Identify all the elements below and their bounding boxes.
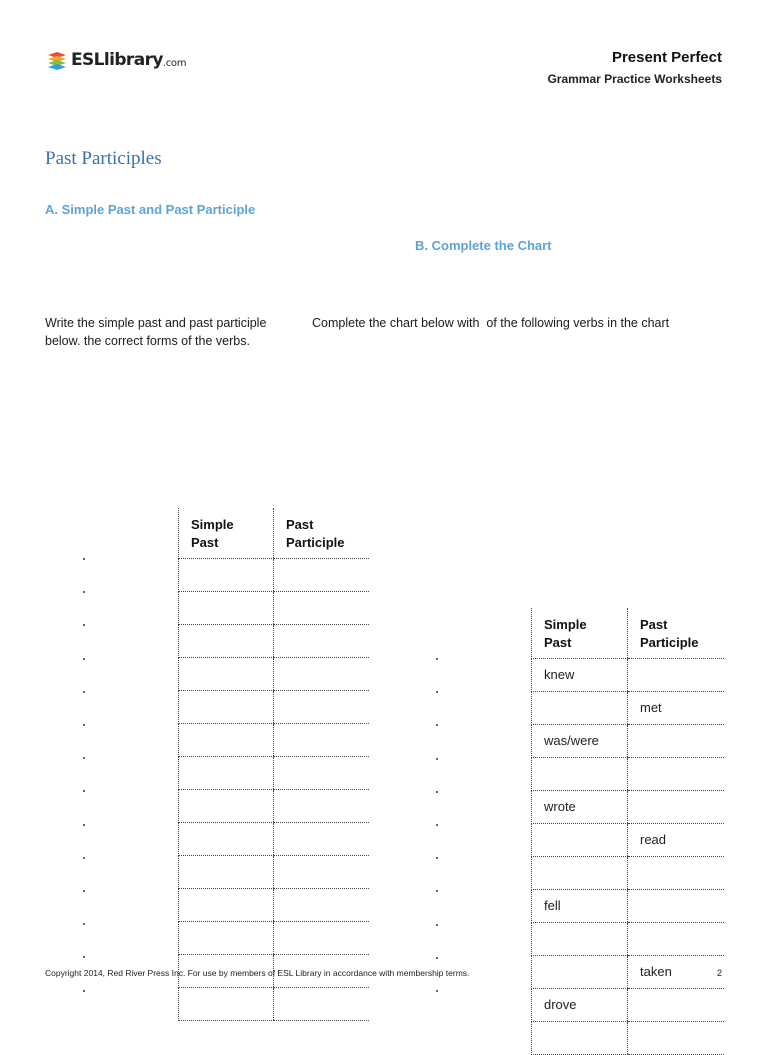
table-b-cell-simple-past[interactable]: fell <box>532 890 628 923</box>
row-bullet-dot <box>436 758 438 760</box>
table-b-cell-simple-past[interactable]: was/were <box>532 725 628 758</box>
table-b-cell-simple-past[interactable] <box>532 692 628 725</box>
row-bullet-dot <box>83 923 85 925</box>
row-bullet-dot <box>83 790 85 792</box>
table-a-row <box>179 691 369 724</box>
table-a-header-row <box>179 508 369 559</box>
table-a <box>178 508 369 1021</box>
table-a-row <box>179 592 369 625</box>
table-b-row <box>532 824 724 857</box>
section-b-instructions: Complete the chart below with of the following verbs in the chart <box>312 316 670 330</box>
table-a-row <box>179 625 369 658</box>
section-a-instructions: Write the simple past and past participle below. the correct forms of the verbs. <box>45 316 267 348</box>
table-b-cell-simple-past[interactable] <box>532 824 628 857</box>
row-bullet-dot <box>436 824 438 826</box>
table-a-cell-past-participle[interactable] <box>274 823 369 856</box>
row-bullet-dot <box>83 591 85 593</box>
table-b-cell-simple-past[interactable] <box>532 857 628 890</box>
table-a-row <box>179 790 369 823</box>
table-a-row <box>179 889 369 922</box>
row-bullet-dot <box>436 658 438 660</box>
table-a-cell-past-participle[interactable] <box>274 889 369 922</box>
table-a-cell-past-participle[interactable] <box>274 658 369 691</box>
table-b-cell-past-participle[interactable] <box>628 989 724 1022</box>
table-a-cell-simple-past[interactable] <box>179 691 274 724</box>
table-a-cell-past-participle[interactable] <box>274 988 369 1021</box>
table-b-cell-past-participle[interactable] <box>628 923 724 956</box>
table-a-grid <box>178 508 369 1021</box>
table-b-cell-past-participle[interactable]: met <box>628 692 724 725</box>
table-b-row <box>532 857 724 890</box>
table-b-cell-simple-past[interactable]: wrote <box>532 791 628 824</box>
table-a-row <box>179 658 369 691</box>
row-bullet-dot <box>436 890 438 892</box>
row-bullet-dot <box>83 624 85 626</box>
table-b-row <box>532 1022 724 1055</box>
table-b-cell-past-participle[interactable] <box>628 857 724 890</box>
header-subtitle: Grammar Practice Worksheets <box>547 72 722 86</box>
table-b-cell-simple-past[interactable]: knew <box>532 659 628 692</box>
table-b-cell-past-participle[interactable]: taken <box>628 956 724 989</box>
table-a-cell-past-participle[interactable] <box>274 724 369 757</box>
page-title: Past Participles <box>45 148 162 169</box>
row-bullet-dot <box>83 956 85 958</box>
row-bullet-dot <box>436 791 438 793</box>
logo-text-2: library <box>103 50 163 70</box>
table-a-cell-simple-past[interactable] <box>179 559 274 592</box>
row-bullet-dot <box>83 691 85 693</box>
table-b-grid <box>531 608 724 1055</box>
table-b-cell-simple-past[interactable] <box>532 923 628 956</box>
table-a-cell-simple-past[interactable] <box>179 889 274 922</box>
table-a-cell-simple-past[interactable] <box>179 823 274 856</box>
table-b-cell-past-participle[interactable] <box>628 890 724 923</box>
table-b-row <box>532 923 724 956</box>
row-bullet-dot <box>83 658 85 660</box>
row-bullet-dot <box>436 924 438 926</box>
esl-library-logo <box>46 46 186 74</box>
table-a-header-past-participle: Past Participle <box>274 508 369 559</box>
row-bullet-dot <box>83 558 85 560</box>
table-b-cell-past-participle[interactable] <box>628 725 724 758</box>
table-a-row <box>179 922 369 955</box>
table-a-cell-simple-past[interactable] <box>179 856 274 889</box>
table-b-header-past-participle: Past Participle <box>628 608 724 659</box>
table-b-row <box>532 692 724 725</box>
table-a-cell-past-participle[interactable] <box>274 559 369 592</box>
table-b-cell-past-participle[interactable]: read <box>628 824 724 857</box>
table-b-cell-simple-past[interactable]: drove <box>532 989 628 1022</box>
table-b-header-row <box>532 608 724 659</box>
table-a-cell-past-participle[interactable] <box>274 790 369 823</box>
row-bullet-dot <box>83 757 85 759</box>
table-a-cell-simple-past[interactable] <box>179 658 274 691</box>
table-b-cell-past-participle[interactable] <box>628 659 724 692</box>
table-b-cell-simple-past[interactable] <box>532 1022 628 1055</box>
table-a-cell-simple-past[interactable] <box>179 592 274 625</box>
table-b-row <box>532 989 724 1022</box>
table-a-cell-simple-past[interactable] <box>179 988 274 1021</box>
table-b <box>531 608 724 1055</box>
row-bullet-dot <box>83 724 85 726</box>
table-b-row <box>532 791 724 824</box>
row-bullet-dot <box>83 857 85 859</box>
table-a-cell-past-participle[interactable] <box>274 625 369 658</box>
table-a-row <box>179 988 369 1021</box>
table-a-cell-past-participle[interactable] <box>274 922 369 955</box>
table-b-cell-simple-past[interactable] <box>532 758 628 791</box>
table-a-cell-past-participle[interactable] <box>274 856 369 889</box>
row-bullet-dot <box>436 990 438 992</box>
table-a-row <box>179 559 369 592</box>
table-b-header-simple-past: Simple Past <box>532 608 628 659</box>
table-a-cell-past-participle[interactable] <box>274 757 369 790</box>
copyright-footer: Copyright 2014, Red River Press Inc. For use by members of ESL Library in accordance with membership terms. <box>45 968 470 978</box>
table-a-row <box>179 823 369 856</box>
table-a-cell-simple-past[interactable] <box>179 922 274 955</box>
table-b-row <box>532 758 724 791</box>
logo-suffix: .com <box>162 57 187 69</box>
logo-text: ESL <box>71 50 104 70</box>
table-b-cell-past-participle[interactable] <box>628 791 724 824</box>
table-b-cell-past-participle[interactable] <box>628 758 724 791</box>
row-bullet-dot <box>83 824 85 826</box>
section-b-heading: B. Complete the Chart <box>415 238 552 253</box>
row-bullet-dot <box>436 957 438 959</box>
table-b-row <box>532 890 724 923</box>
table-a-cell-simple-past[interactable] <box>179 625 274 658</box>
table-a-cell-simple-past[interactable] <box>179 757 274 790</box>
row-bullet-dot <box>436 724 438 726</box>
table-b-row <box>532 725 724 758</box>
row-bullet-dot <box>83 990 85 992</box>
section-a-heading: A. Simple Past and Past Participle <box>45 202 256 217</box>
table-a-cell-past-participle[interactable] <box>274 592 369 625</box>
row-bullet-dot <box>83 890 85 892</box>
row-bullet-dot <box>436 857 438 859</box>
table-b-row <box>532 659 724 692</box>
stacked-books-icon <box>46 49 68 71</box>
table-a-row <box>179 724 369 757</box>
header-title: Present Perfect <box>611 49 722 66</box>
table-a-cell-simple-past[interactable] <box>179 790 274 823</box>
table-a-cell-simple-past[interactable] <box>179 724 274 757</box>
table-a-cell-past-participle[interactable] <box>274 691 369 724</box>
table-a-row <box>179 856 369 889</box>
table-b-cell-past-participle[interactable] <box>628 1022 724 1055</box>
row-bullet-dot <box>436 691 438 693</box>
table-b-row <box>532 956 724 989</box>
page-number: 2 <box>717 968 723 978</box>
table-a-row <box>179 757 369 790</box>
table-a-header-simple-past: Simple Past <box>179 508 274 559</box>
table-b-cell-simple-past[interactable] <box>532 956 628 989</box>
